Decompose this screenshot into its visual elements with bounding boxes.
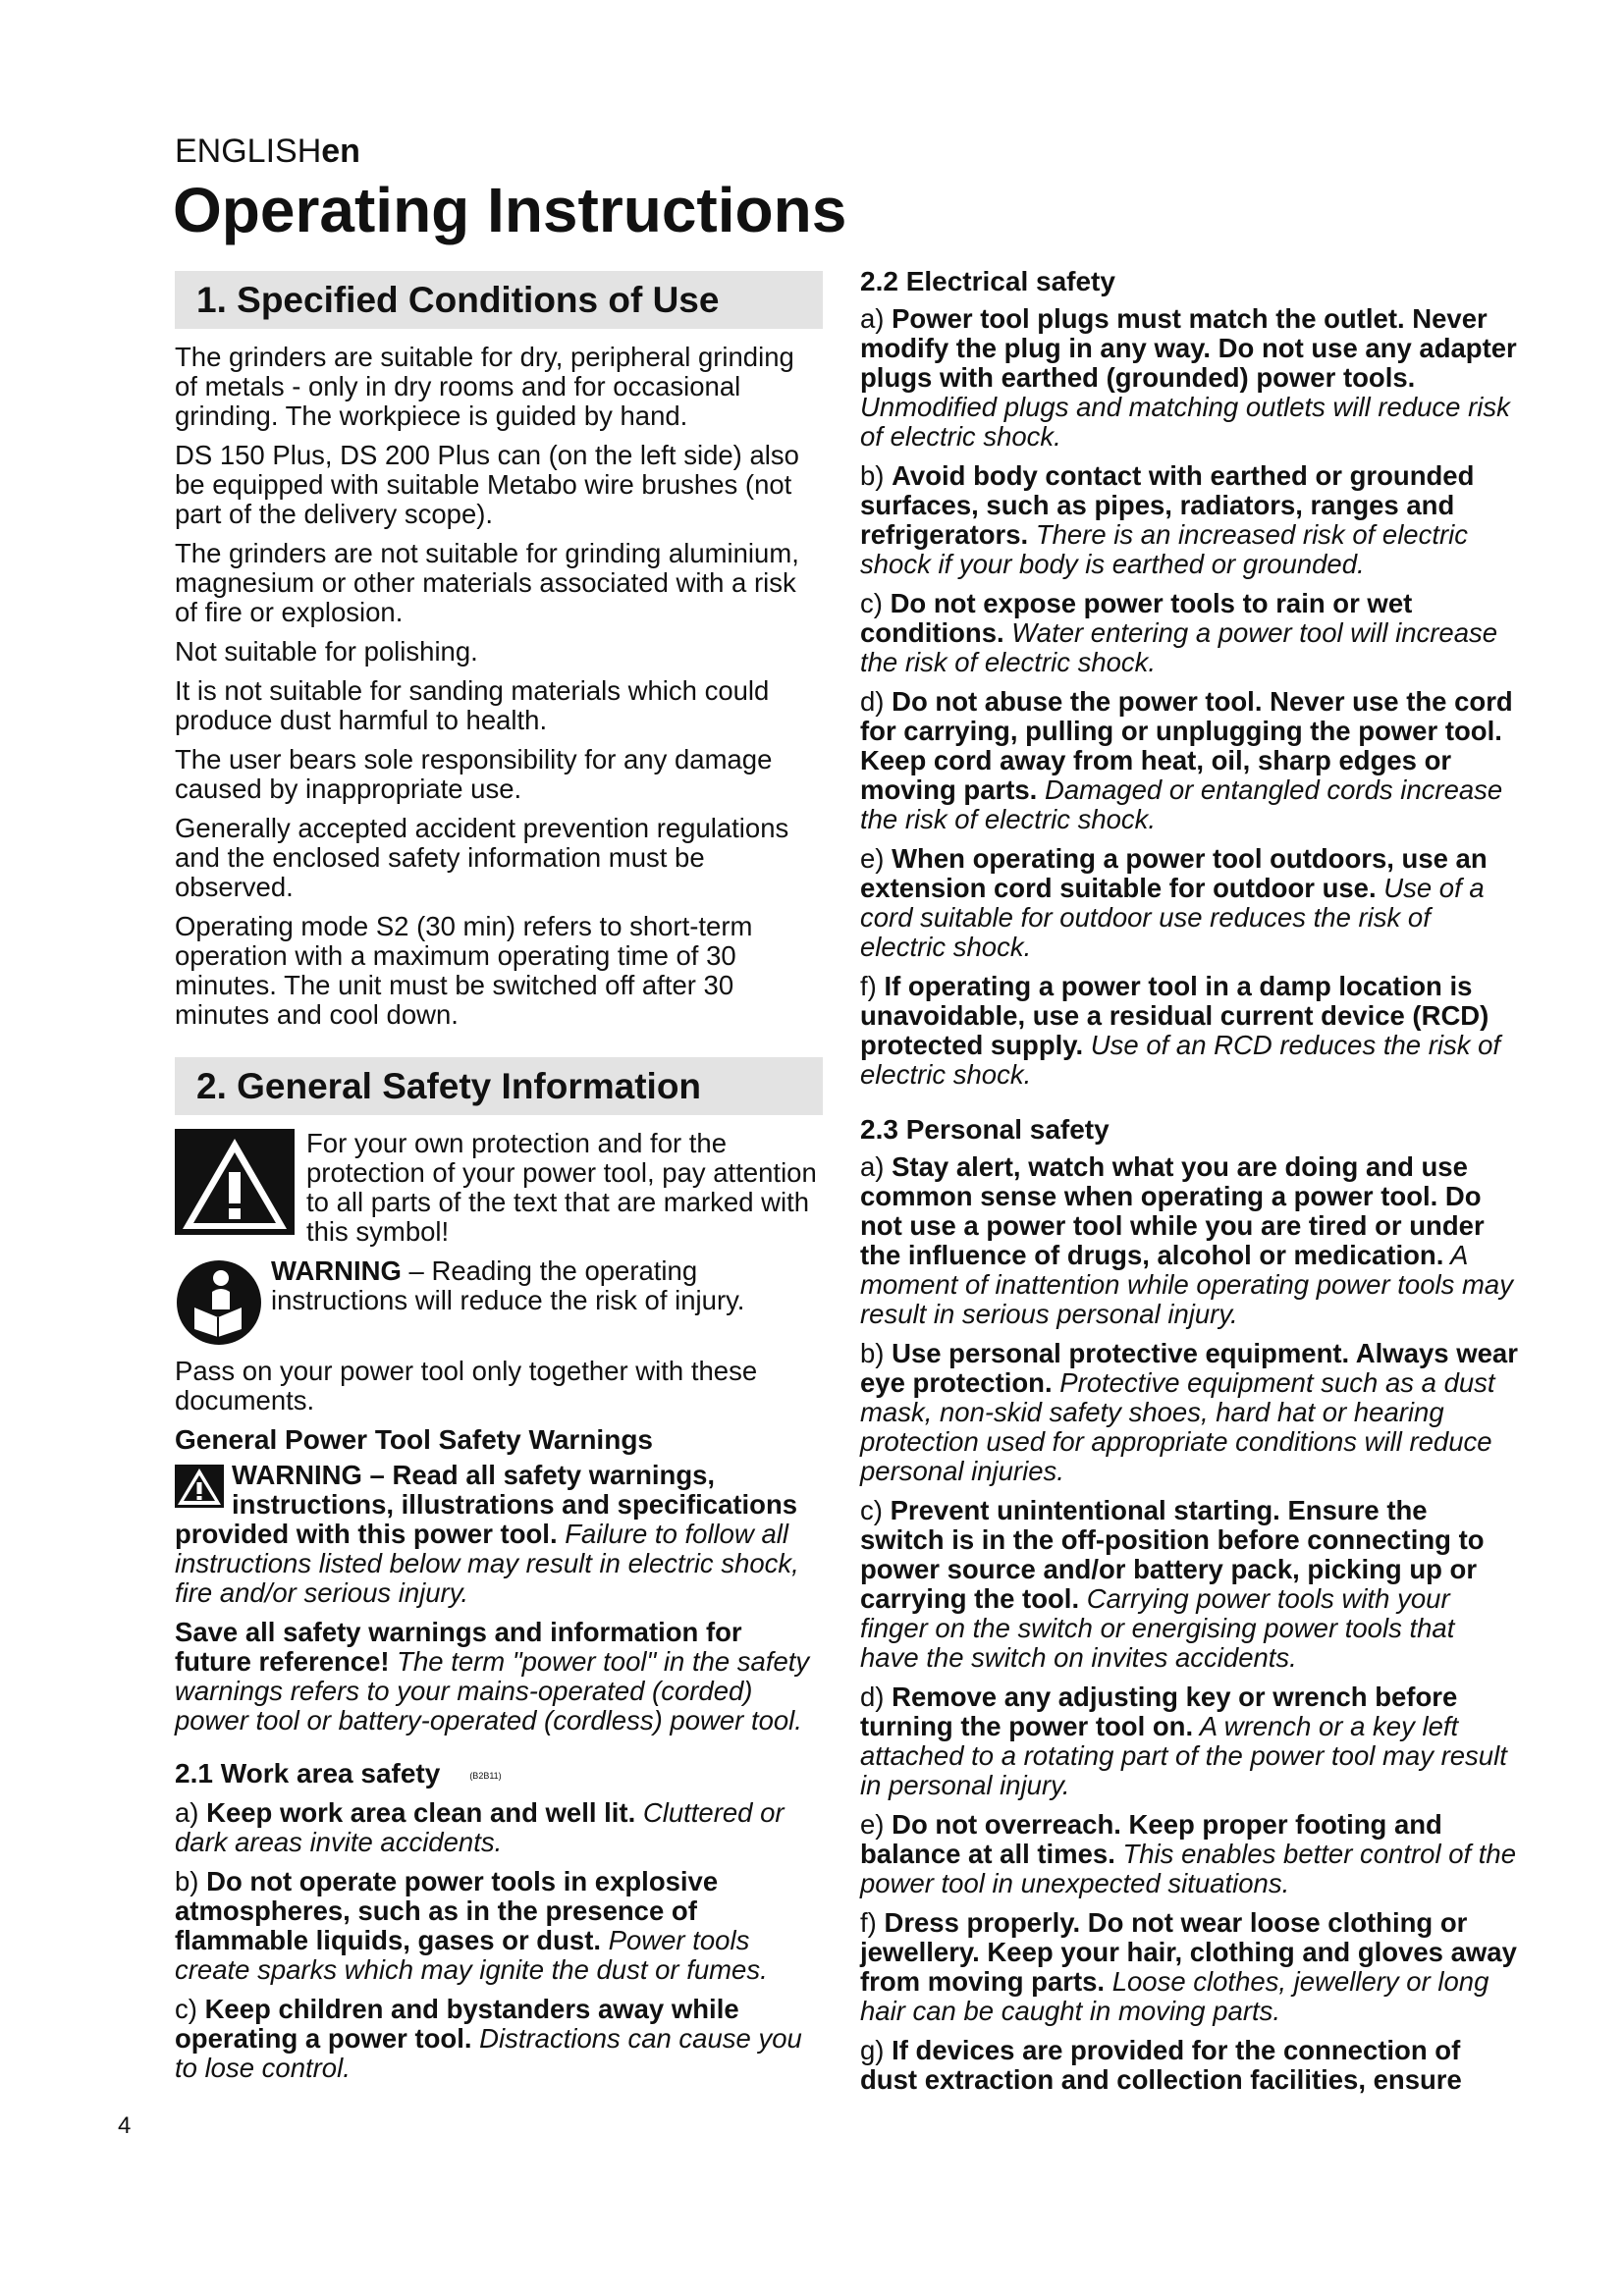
work-area-item: c) Keep children and bystanders away while operating a power tool. Distractions can cause you to lose control. (175, 1993, 802, 2083)
personal-item: g) If devices are provided for the connection of dust extraction and collection facilities, ensure (860, 2035, 1462, 2095)
paragraph: The grinders are suitable for dry, peripheral grinding of metals - only in dry rooms and for occasional grinding. The workpiece is guided by hand. (175, 342, 794, 431)
work-area-item: a) Keep work area clean and well lit. Cluttered or dark areas invite accidents. (175, 1796, 785, 1857)
paragraph: DS 150 Plus, DS 200 Plus can (on the left side) also be equipped with suitable Metabo wire brushes (not part of the delivery scope). (175, 440, 799, 529)
section-1-heading: 1. Specified Conditions of Use (175, 271, 823, 329)
electrical-item: b) Avoid body contact with earthed or grounded surfaces, such as pipes, radiators, ranges and refrigerators. There is an increased risk of electric shock if your body is earthed or grounded. (860, 460, 1475, 579)
language-label: ENGLISHen (175, 133, 360, 170)
electrical-item: f) If operating a power tool in a damp location is unavoidable, use a residual current device (RCD) protected supply. Use of an RCD reduces the risk of electric shock. (860, 971, 1501, 1090)
page-number: 4 (118, 2112, 132, 2139)
electrical-item: a) Power tool plugs must match the outlet. Never modify the plug in any way. Do not use any adapter plugs with earthed (grounded) power tools. Unmodified plugs and matching outlets will reduce risk of electric shock. (860, 303, 1517, 452)
paragraph: The grinders are not suitable for grinding aluminium, magnesium or other materials associated with a risk of fire or explosion. (175, 538, 799, 627)
paragraph: Operating mode S2 (30 min) refers to short-term operation with a maximum operating time of 30 minutes. The unit must be switched off after 30 minutes and cool down. (175, 911, 753, 1030)
personal-item: f) Dress properly. Do not wear loose clothing or jewellery. Keep your hair, clothing and gloves away from moving parts. Loose clothes, jewellery or long hair can be caught in moving parts. (860, 1907, 1517, 2026)
gptsw-heading: General Power Tool Safety Warnings (175, 1424, 653, 1455)
read-manual-icon (175, 1258, 263, 1347)
paragraph: Generally accepted accident prevention regulations and the enclosed safety information must be observed. (175, 813, 789, 902)
gptsw-paragraph: WARNING – Read all safety warnings, instructions, illustrations and specifications provided with this power tool. Failure to follow all instructions listed below may result in electric shock, fire and/or serious injury. (175, 1460, 799, 1608)
personal-item: c) Prevent unintentional starting. Ensure the switch is in the off-position before connecting to power source and/or battery pack, picking up or carrying the tool. Carrying power tools with your finger on the switch or energising power tools that have the switch on invites accidents. (860, 1495, 1485, 1673)
symbol-notice-text: For your own protection and for the protection of your power tool, pay attention to all parts of the text that are marked with this symbol! (306, 1128, 817, 1247)
page-title: Operating Instructions (173, 175, 847, 245)
paragraph: Not suitable for polishing. (175, 636, 478, 667)
personal-item: e) Do not overreach. Keep proper footing and balance at all times. This enables better control of the power tool in unexpected situations. (860, 1809, 1516, 1898)
personal-heading: 2.3 Personal safety (860, 1114, 1110, 1145)
personal-item: d) Remove any adjusting key or wrench before turning the power tool on. A wrench or a key left attached to a rotating part of the power tool may result in personal injury. (860, 1682, 1507, 1800)
personal-item: a) Stay alert, watch what you are doing and use common sense when operating a power tool. Do not use a power tool while you are tired or under the influence of drugs, alcohol or medication. A moment of inattention while operating power tools may result in serious personal injury. (860, 1151, 1513, 1329)
paragraph: It is not suitable for sanding materials which could produce dust harmful to health. (175, 675, 770, 735)
reference-code: (B2B11) (469, 1770, 502, 1781)
section-1-body (175, 343, 823, 1030)
symbol-notice (175, 1129, 823, 1247)
left-column (175, 271, 823, 2093)
right-column (860, 267, 1518, 2105)
read-manual-notice (175, 1256, 823, 1347)
electrical-heading: 2.2 Electrical safety (860, 266, 1115, 296)
electrical-item: c) Do not expose power tools to rain or wet conditions. Water entering a power tool will increase the risk of electric shock. (860, 588, 1498, 677)
personal-item: b) Use personal protective equipment. Always wear eye protection. Protective equipment such as a dust mask, non-skid safety shoes, hard hat or hearing protection used for appropriate conditions will reduce personal injuries. (860, 1338, 1518, 1486)
work-area-heading: 2.1 Work area safety (B2B11) (175, 1758, 502, 1789)
save-warnings-paragraph: Save all safety warnings and information for future reference! The term "power tool" in the safety warnings refers to your mains-operated (corded) power tool or battery-operated (cordless) power tool. (175, 1617, 810, 1735)
pass-on-text: Pass on your power tool only together with these documents. (175, 1356, 758, 1415)
read-manual-text: WARNING – Reading the operating instructions will reduce the risk of injury. (271, 1255, 745, 1315)
work-area-item: b) Do not operate power tools in explosive atmospheres, such as in the presence of flammable liquids, gases or dust. Power tools create sparks which may ignite the dust or fumes. (175, 1865, 768, 1985)
warning-triangle-icon (175, 1129, 295, 1235)
paragraph: The user bears sole responsibility for any damage caused by inappropriate use. (175, 744, 773, 804)
electrical-item: e) When operating a power tool outdoors, use an extension cord suitable for outdoor use. Use of a cord suitable for outdoor use reduces the risk of electric shock. (860, 843, 1488, 962)
section-2-heading: 2. General Safety Information (175, 1057, 823, 1115)
small-warning-icon (175, 1465, 224, 1508)
electrical-item: d) Do not abuse the power tool. Never use the cord for carrying, pulling or unplugging the power tool. Keep cord away from heat, oil, sharp edges or moving parts. Damaged or entangled cords increase the risk of electric shock. (860, 686, 1513, 834)
